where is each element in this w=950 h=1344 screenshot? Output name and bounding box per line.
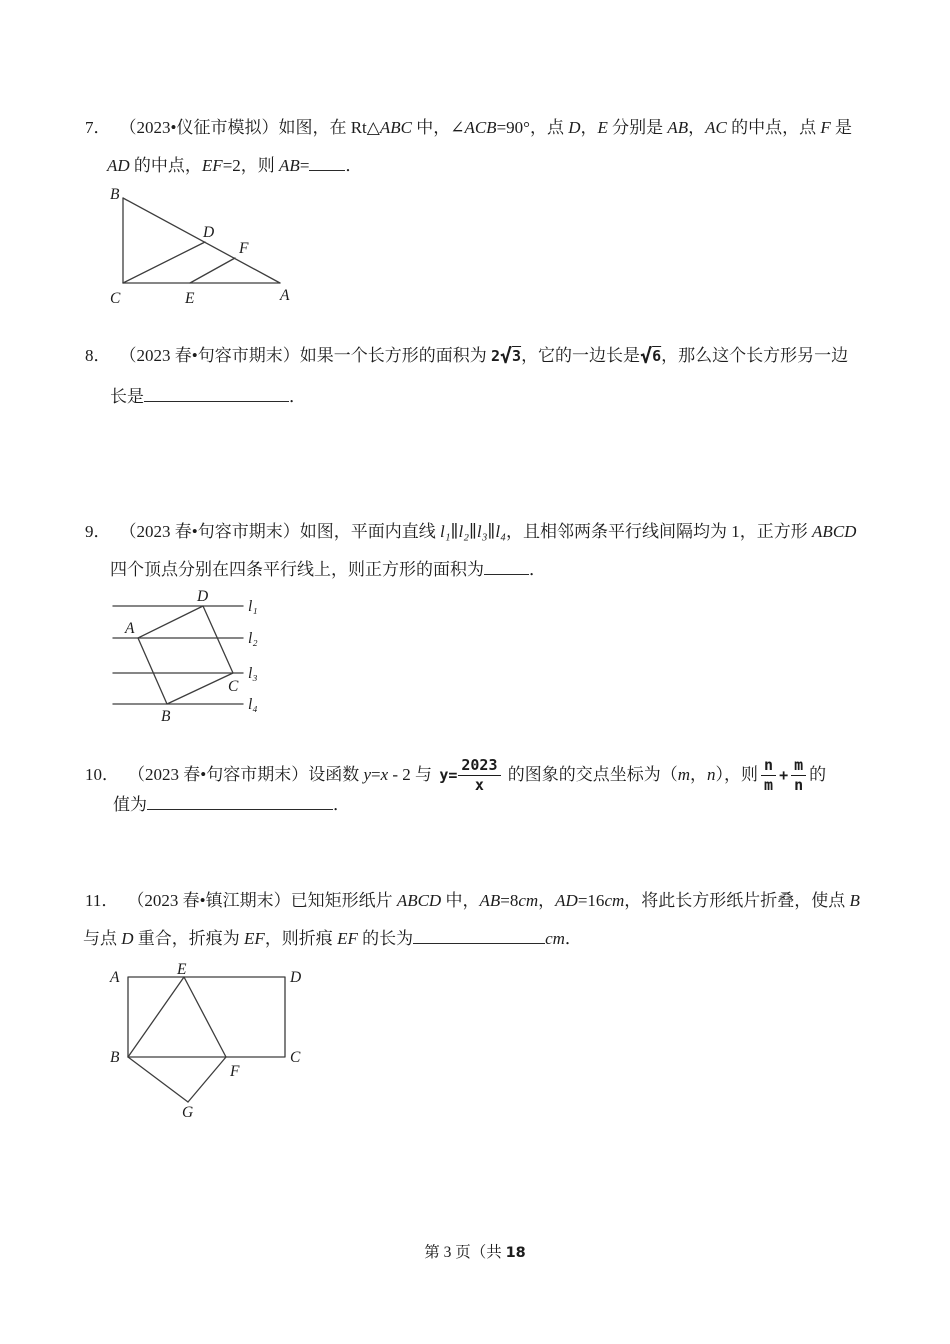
figure-7-triangle-diagram [100,183,300,311]
text-segment: AC [705,118,727,137]
problem-11-line-2 [83,926,582,951]
text-segment: （2023 春•镇江期末）已知矩形纸片 [127,891,397,910]
fig9-label-l4: l₄ [248,696,258,713]
text-segment: 8． [85,346,111,365]
text-segment: EF [337,929,358,948]
text-segment: （2023•仪征市模拟）如图，在 Rt△ [119,118,380,137]
text-segment: ，且相邻两条平行线间隔均为 1，正方形 [506,522,813,541]
text-segment: ． [529,560,546,579]
text-segment: =8 [500,891,519,910]
text-segment: 重合，折痕为 [133,929,245,948]
fig11-label-b: B [110,1049,120,1066]
text-segment: =2，则 [222,156,280,175]
fig11-label-e: E [177,961,187,978]
fig9-label-a: A [125,620,135,637]
text-segment: ABC [379,118,412,137]
problem-10-line-2 [113,792,350,817]
fig9-label-l2: l₂ [248,630,258,647]
text-segment: ． [345,156,363,175]
text-segment: ． [333,795,350,814]
fraction: $\frac{n}{m}$ [761,756,776,795]
text-segment: cm [604,891,625,910]
blank-underline [144,384,289,402]
text-segment: 中，∠ [411,118,465,137]
text-segment: 10． [85,765,119,784]
fig9-label-l1: l₁ [248,598,258,615]
text-segment: 7． [85,118,111,137]
text-segment: ． [289,387,306,406]
figure-9-parallel-lines-diagram [105,588,270,728]
text-segment: （2023 春•句容市期末）如果一个长方形的面积为 [119,346,491,365]
text-segment: （2023 春•句容市期末）如图，平面内直线 [119,522,440,541]
text-segment: ， [580,118,598,137]
text-segment: 的中点，点 [726,118,821,137]
text-segment: EF [201,156,223,175]
text-segment: （2023 春•句容市期末）设函数 [128,765,364,784]
blank-underline [309,153,345,171]
text-segment: 值为 [113,795,147,814]
text-segment: D [121,929,134,948]
text-segment: ，则折痕 [264,929,338,948]
text-segment: 四个顶点分别在四条平行线上，则正方形的面积为 [110,560,484,579]
text-segment: = [299,156,310,175]
text-segment: AB [279,156,300,175]
text-segment: ACB [464,118,497,137]
text-segment: AD [555,891,578,910]
text-segment: cm [545,929,565,948]
page-footer [0,1240,950,1262]
blank-underline [413,926,545,944]
problem-7-line-2 [107,153,362,178]
text-segment: ABCD [396,891,442,910]
fig7-label-d: D [203,224,215,241]
text-segment: ，它的一边长是 [521,346,641,365]
fig11-label-d: D [290,969,302,986]
text-segment: l₁∥l₂∥l₃∥l₄ [439,522,507,541]
text-segment: AB [667,118,689,137]
text-segment: ． [564,929,582,948]
problem-11-line-1 [85,889,860,913]
fraction: $\frac{m}{n}$ [791,756,806,795]
figure-11-folded-rectangle-diagram [108,960,318,1125]
fig9-label-l3: l₃ [248,665,258,682]
text-segment: x [380,765,389,784]
fig9-label-b: B [161,708,171,725]
radical: 2√3 [490,344,522,368]
text-segment: m [677,765,691,784]
text-segment: cm [518,891,539,910]
text-segment: E [597,118,608,137]
text-segment: ，将此长方形纸片折叠，使点 [624,891,850,910]
problem-9-line-1 [85,520,856,544]
problem-8-line-1 [85,344,848,368]
fig7-lines [123,198,280,283]
text-segment: y [363,765,371,784]
blank-underline [147,792,333,810]
text-segment: + [779,766,789,784]
text-segment: 的图象的交点坐标为（ [503,765,678,784]
text-segment: ， [690,765,708,784]
fig11-label-g: G [182,1104,194,1121]
problem-7-line-1 [85,116,852,140]
text-segment: 的中点， [129,156,202,175]
fig7-label-f: F [239,240,249,257]
fig7-label-c: C [110,290,121,307]
problem-8-line-2 [110,384,306,409]
text-segment: = [371,765,381,784]
text-segment: ，那么这个长方形另一边 [661,346,849,365]
text-segment: 第 3 页（共 [424,1244,506,1261]
text-segment: B [849,891,860,910]
text-segment: AB [479,891,501,910]
fraction: y= $\frac{2023}{x}$ [439,756,500,795]
text-segment: n [707,765,716,784]
text-segment: 是 [830,118,853,137]
text-segment: ABCD [812,522,857,541]
text-segment: AD [107,156,130,175]
text-segment: 与点 [83,929,122,948]
text-segment: 18 [505,1245,526,1261]
text-segment: 9． [85,522,111,541]
fig9-label-d: D [197,588,209,605]
text-segment: ， [538,891,556,910]
radical: √6 [640,344,662,368]
fig7-label-e: E [185,290,195,307]
problem-9-line-2 [110,557,546,582]
fig7-label-a: A [280,287,290,304]
text-segment: D [568,118,581,137]
text-segment: 11． [85,891,119,910]
text-segment: 分别是 [607,118,668,137]
text-segment: F [820,118,831,137]
fig11-lines [128,977,285,1102]
text-segment: 中， [441,891,480,910]
text-segment: 的 [809,765,827,784]
fig11-label-c: C [290,1049,301,1066]
text-segment: - 2 与 [388,765,437,784]
text-segment: ），则 [715,765,759,784]
fig9-label-c: C [228,678,239,695]
fig7-label-b: B [110,186,120,203]
text-segment: 长是 [110,387,144,406]
fig11-label-a: A [110,969,120,986]
text-segment: =16 [577,891,605,910]
blank-underline [484,557,529,575]
fig11-label-f: F [230,1063,240,1080]
text-segment: =90°，点 [496,118,569,137]
text-segment: 的长为 [357,929,414,948]
text-segment: ， [688,118,706,137]
text-segment: EF [244,929,265,948]
